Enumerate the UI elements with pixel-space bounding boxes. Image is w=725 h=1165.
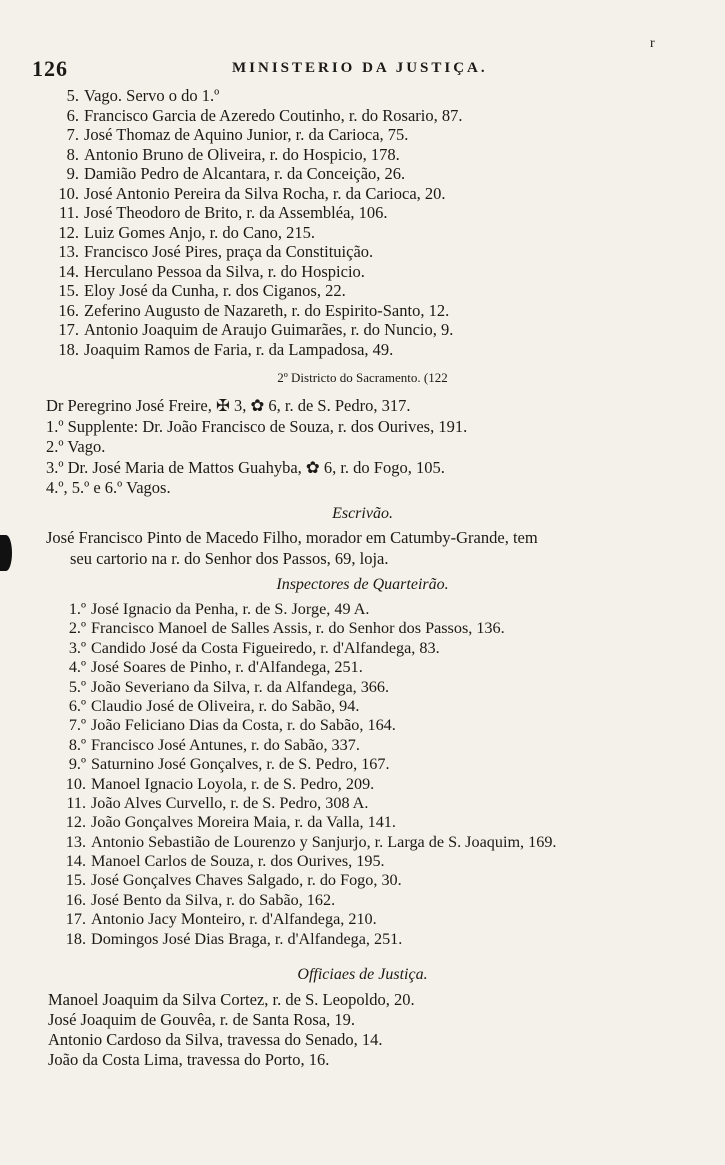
list-item: 11. João Alves Curvello, r. de S. Pedro, 308 A. [66,793,369,812]
list-item: 14. Herculano Pessoa da Silva, r. do Hospicio. [58,261,365,281]
list-item: 6.º Claudio José de Oliveira, r. do Sabão, 94. [68,696,360,715]
officiaes-heading: Officiaes de Justiça. [297,966,428,983]
list-item: 5. Vago. Servo o do 1.º [66,86,220,105]
page-title: MINISTERIO DA JUSTIÇA. [232,60,488,76]
district-heading: 2º Districto do Sacramento. (122 [277,370,448,385]
list-item: 7. José Thomaz de Aquino Junior, r. da Carioca, 75. [66,125,409,144]
page-header [30,56,680,82]
list-item: 13. Antonio Sebastião de Lourenzo y Sanjurjo, r. Larga de S. Joaquim, 169. [65,832,557,851]
list-item: 15. Eloy José da Cunha, r. dos Ciganos, 22. [58,281,346,300]
page-number: 126 [32,56,68,81]
list-item: 2.º Francisco Manoel de Salles Assis, r. do Senhor dos Passos, 136. [68,619,505,638]
inspectores-list [48,600,556,949]
list-item: 3.º Candido José da Costa Figueiredo, r. d'Alfandega, 83. [68,638,440,657]
list-item: 13. Francisco José Pires, praça da Constituição. [58,242,374,261]
list-item: 16. Zeferino Augusto de Nazareth, r. do Espirito-Santo, 12. [58,300,450,320]
escrivao-block [46,528,538,569]
list-item: 12. Luiz Gomes Anjo, r. do Cano, 215. [58,222,315,242]
list-item: 9. Damião Pedro de Alcantara, r. da Conceição, 26. [66,164,406,183]
official-line: 4.º, 5.º e 6.º Vagos. [46,478,171,497]
escrivao-heading: Escrivão. [332,505,393,522]
list-item: 8. Antonio Bruno de Oliveira, r. do Hospicio, 178. [66,144,400,164]
list-item: 14. Manoel Carlos de Souza, r. dos Ourives, 195. [65,852,385,871]
list-item: 6. Francisco Garcia de Azeredo Coutinho, r. do Rosario, 87. [66,105,463,125]
list-item: 17. Antonio Joaquim de Araujo Guimarães, r. do Nuncio, 9. [58,320,454,339]
list-item: 18. Joaquim Ramos de Faria, r. da Lampadosa, 49. [58,339,394,359]
list-item: 1.º José Ignacio da Penha, r. de S. Jorge, 49 A. [68,600,370,618]
list-item: 7.º João Feliciano Dias da Costa, r. do Sabão, 164. [68,716,396,735]
list-item: 10. Manoel Ignacio Loyola, r. de S. Pedro, 209. [65,774,375,793]
list-item: 9.º Saturnino José Gonçalves, r. de S. Pedro, 167. [68,755,390,774]
list-item: José Joaquim de Gouvêa, r. de Santa Rosa, 19. [48,1010,356,1029]
list-item: João da Costa Lima, travessa do Porto, 16. [48,1050,330,1069]
binding-hole-mark [0,535,12,571]
escrivao-line: José Francisco Pinto de Macedo Filho, morador em Catumby-Grande, tem [46,528,538,547]
list-item: 12. João Gonçalves Moreira Maia, r. da Valla, 141. [65,813,396,832]
escrivao-line: seu cartorio na r. do Senhor dos Passos, 69, loja. [70,548,389,568]
official-line: Dr Peregrino José Freire, ✠ 3, ✿ 6, r. de S. Pedro, 317. [46,396,411,415]
official-line: 2.º Vago. [46,437,106,456]
numbered-list-1 [46,86,463,359]
list-item: 4.º José Soares de Pinho, r. d'Alfandega, 251. [68,658,363,677]
list-item: 17. Antonio Jacy Monteiro, r. d'Alfandega, 210. [65,910,377,929]
corner-mark: r [650,36,655,51]
official-line: 1.º Supplente: Dr. João Francisco de Souza, r. dos Ourives, 191. [46,416,468,436]
list-item: 11. José Theodoro de Brito, r. da Assembléa, 106. [58,203,388,222]
list-item: 16. José Bento da Silva, r. do Sabão, 162. [65,890,336,909]
list-item: 10. José Antonio Pereira da Silva Rocha, r. da Carioca, 20. [58,183,446,203]
inspectores-heading: Inspectores de Quarteirão. [276,576,449,593]
list-item: Manoel Joaquim da Silva Cortez, r. de S. Leopoldo, 20. [48,990,415,1009]
officiaes-list [48,990,415,1070]
list-item: 18. Domingos José Dias Braga, r. d'Alfandega, 251. [65,929,403,948]
list-item: 15. José Gonçalves Chaves Salgado, r. do Fogo, 30. [65,871,402,890]
list-item: Antonio Cardoso da Silva, travessa do Senado, 14. [48,1030,383,1049]
official-line: 3.º Dr. José Maria de Mattos Guahyba, ✿ 6, r. do Fogo, 105. [46,457,445,477]
list-item: 5.º João Severiano da Silva, r. da Alfandega, 366. [68,677,390,696]
list-item: 8.º Francisco José Antunes, r. do Sabão, 337. [68,735,360,754]
officials-block [46,396,467,499]
